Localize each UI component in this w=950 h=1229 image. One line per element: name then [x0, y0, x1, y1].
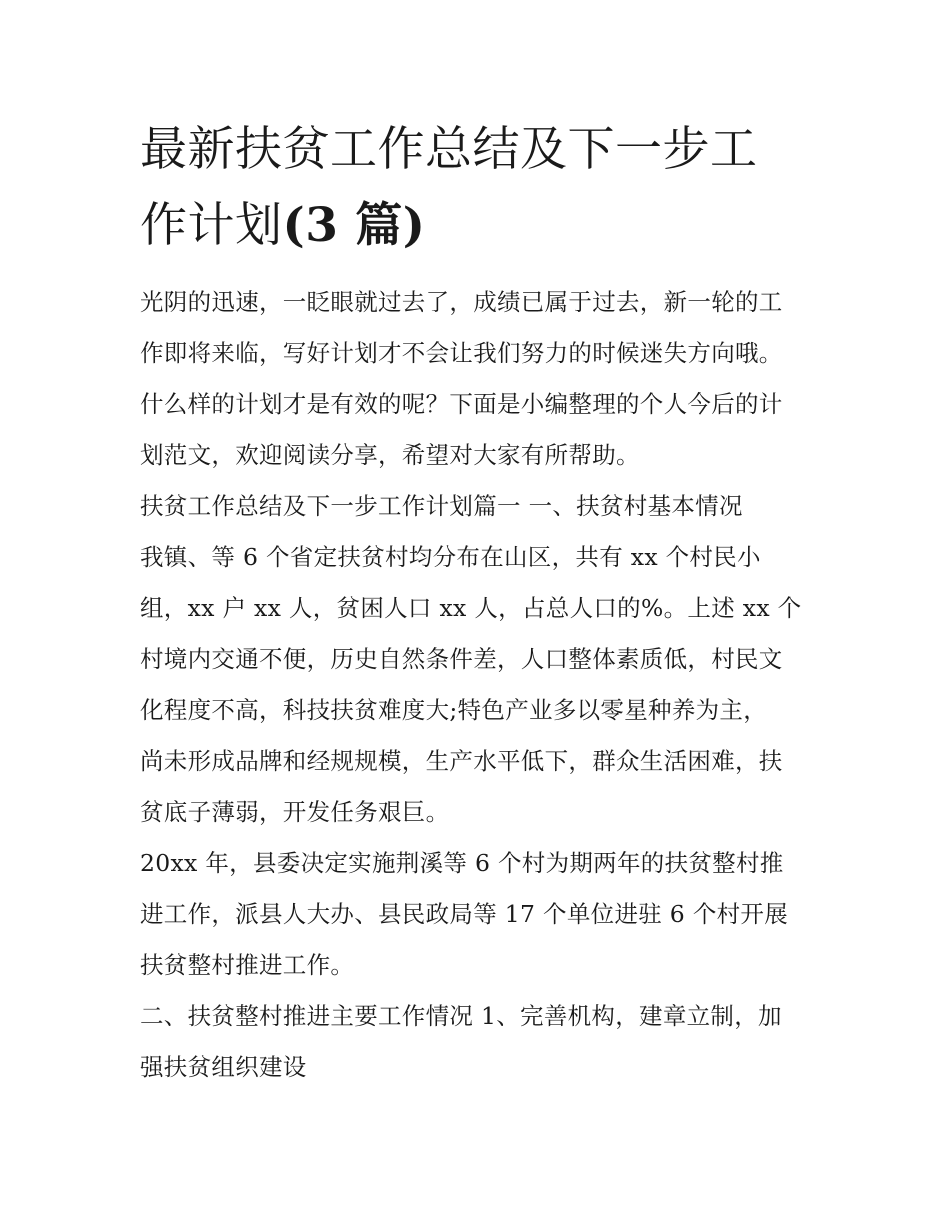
text-line: 我镇、等 6 个省定扶贫村均分布在山区，共有 xx 个村民小: [140, 543, 761, 571]
text-line: 进工作，派县人大办、县民政局等 17 个单位进驻 6 个村开展: [140, 900, 789, 928]
title-line-2-text: 作计划: [140, 198, 283, 253]
title-line-1: 最新扶贫工作总结及下一步工: [140, 122, 758, 177]
text-line: 作即将来临，写好计划才不会让我们努力的时候迷失方向哦。: [140, 339, 783, 367]
text-line: 20xx 年，县委决定实施荆溪等 6 个村为期两年的扶贫整村推: [140, 849, 784, 877]
document-body: [140, 277, 830, 1093]
text-line: 村境内交通不便，历史自然条件差，人口整体素质低，村民文: [140, 645, 783, 673]
text-line: 什么样的计划才是有效的呢？下面是小编整理的个人今后的计: [140, 390, 783, 418]
text-line: 二、扶贫整村推进主要工作情况 1、完善机构，建章立制，加: [140, 1002, 782, 1030]
text-line: 光阴的迅速，一眨眼就过去了，成绩已属于过去，新一轮的工: [140, 288, 783, 316]
text-line: 划范文，欢迎阅读分享，希望对大家有所帮助。: [140, 441, 640, 469]
paragraph-intro: [140, 277, 830, 481]
text-line: 化程度不高，科技扶贫难度大;特色产业多以零星种养为主，: [140, 696, 768, 724]
title-line-2-count: (3 篇): [282, 198, 426, 253]
title-line-2: [140, 188, 820, 264]
text-line: 扶贫工作总结及下一步工作计划篇一 一、扶贫村基本情况: [140, 492, 743, 520]
paragraph-village-situation: [140, 532, 830, 838]
paragraph-section-heading: [140, 481, 830, 532]
text-line: 贫底子薄弱，开发任务艰巨。: [140, 798, 450, 826]
paragraph-work-situation: [140, 991, 830, 1093]
document-title: [140, 112, 820, 264]
text-line: 扶贫整村推进工作。: [140, 951, 355, 979]
text-line: 强扶贫组织建设: [140, 1053, 307, 1081]
text-line: 尚未形成品牌和经规规模，生产水平低下，群众生活困难，扶: [140, 747, 783, 775]
paragraph-county-decision: [140, 838, 830, 991]
text-line: 组，xx 户 xx 人，贫困人口 xx 人，占总人口的%。上述 xx 个: [140, 594, 802, 622]
